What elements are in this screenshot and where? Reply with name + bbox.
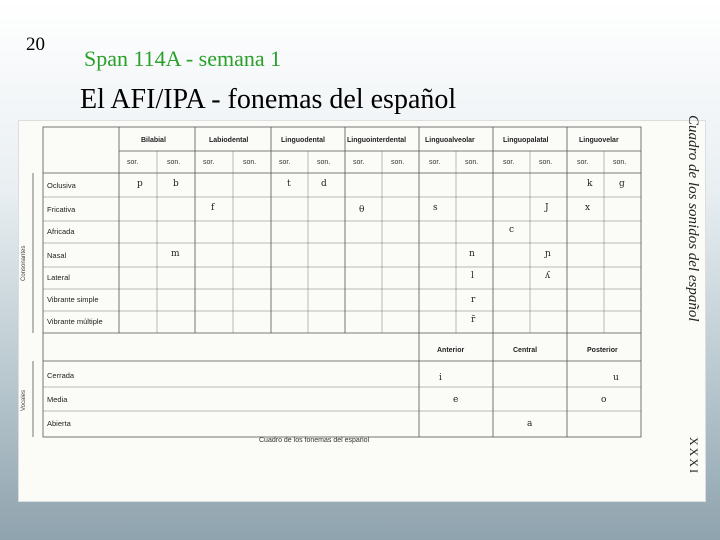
row-label-lateral: Lateral	[47, 273, 70, 282]
phoneme-ll: ʎ	[545, 271, 551, 281]
phoneme-i: i	[439, 373, 442, 383]
phoneme-o: o	[601, 395, 607, 405]
phoneme-m: m	[171, 249, 180, 259]
header-linguodental: Linguodental	[281, 137, 325, 144]
phoneme-chart-image	[18, 115, 706, 502]
header-posterior: Posterior	[587, 347, 618, 354]
header-bilabial: Bilabial	[141, 137, 166, 144]
side-margin-text	[665, 115, 705, 501]
header-linguovelar: Linguovelar	[579, 137, 619, 144]
phoneme-ch: c	[509, 225, 515, 235]
phoneme-rr: r̄	[471, 315, 476, 325]
phoneme-r: r	[471, 295, 476, 305]
subheader-sor: sor.	[503, 159, 515, 166]
phoneme-theta: θ	[359, 205, 365, 215]
row-label-fricativa: Fricativa	[47, 205, 76, 214]
subheader-sor: sor.	[429, 159, 441, 166]
row-label-cerrada: Cerrada	[47, 371, 75, 380]
vowels-group-label: Vocales	[21, 389, 27, 411]
row-label-vibrante-multiple: Vibrante múltiple	[47, 317, 103, 326]
chart-caption: Cuadro de los fonemas del español	[259, 437, 370, 444]
phoneme-f: f	[211, 203, 215, 213]
row-label-vibrante-simple: Vibrante simple	[47, 295, 99, 304]
row-label-africada: Africada	[47, 227, 75, 236]
phoneme-ny: ɲ	[545, 249, 551, 259]
phoneme-g: g	[619, 179, 625, 189]
subheader-son: son.	[391, 159, 405, 166]
header-labiodental: Labiodental	[209, 137, 249, 144]
phoneme-b: b	[173, 179, 179, 189]
row-label-abierta: Abierta	[47, 419, 71, 428]
header-linguointerdental: Linguointerdental	[347, 137, 407, 144]
chart-grid-lines	[19, 121, 705, 501]
phoneme-e: e	[453, 395, 459, 405]
phoneme-x: x	[585, 203, 591, 213]
phoneme-u: u	[613, 373, 619, 383]
subheader-son: son.	[243, 159, 257, 166]
phoneme-k: k	[587, 179, 593, 189]
header-anterior: Anterior	[437, 347, 465, 354]
row-label-nasal: Nasal	[47, 251, 67, 260]
slide-number: 20	[26, 34, 45, 55]
slide-title: El AFI/IPA - fonemas del español	[80, 84, 457, 115]
subheader-son: son.	[539, 159, 553, 166]
subheader-son: son.	[167, 159, 181, 166]
subheader-sor: sor.	[353, 159, 365, 166]
subheader-son: son.	[317, 159, 331, 166]
phoneme-l: l	[471, 271, 474, 281]
subheader-son: son.	[465, 159, 479, 166]
row-label-media: Media	[47, 395, 68, 404]
header-linguopalatal: Linguopalatal	[503, 137, 549, 144]
phoneme-y: J	[545, 203, 549, 213]
subheader-sor: sor.	[577, 159, 589, 166]
row-label-oclusiva: Oclusiva	[47, 181, 76, 190]
phoneme-p: p	[137, 179, 143, 189]
subheader-sor: sor.	[203, 159, 215, 166]
side-title: Cuadro de los sonidos del español	[685, 115, 701, 322]
page-number-roman: XXXI	[687, 437, 701, 475]
phoneme-a: a	[527, 419, 533, 429]
phoneme-s: s	[433, 203, 438, 213]
consonants-group-label: Consonantes	[21, 245, 27, 281]
subheader-sor: sor.	[127, 159, 139, 166]
header-linguoalveolar: Linguoalveolar	[425, 137, 475, 144]
phoneme-n: n	[469, 249, 475, 259]
subheader-son: son.	[613, 159, 627, 166]
phoneme-d: d	[321, 179, 327, 189]
header-central: Central	[513, 347, 538, 354]
slide-subtitle: Span 114A - semana 1	[84, 46, 282, 71]
subheader-sor: sor.	[279, 159, 291, 166]
phoneme-t: t	[287, 179, 291, 189]
